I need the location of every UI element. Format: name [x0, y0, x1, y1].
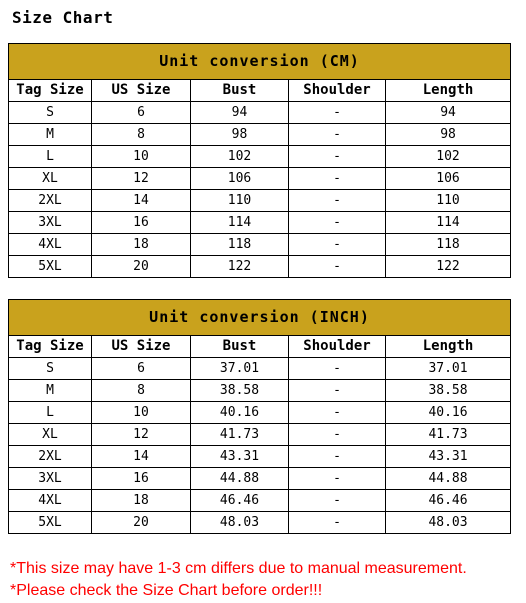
table-row — [9, 256, 511, 278]
table-cell: 43.31 — [386, 446, 511, 468]
column-header-bust: Bust — [191, 80, 289, 102]
table-cell: 3XL — [9, 212, 92, 234]
table-cell: - — [289, 168, 386, 190]
table-cell: 14 — [92, 446, 191, 468]
table-cell: 102 — [191, 146, 289, 168]
table-cell: 106 — [191, 168, 289, 190]
table-row — [9, 358, 511, 380]
table-cell: 40.16 — [191, 402, 289, 424]
table-cell: 102 — [386, 146, 511, 168]
table-cell: 10 — [92, 402, 191, 424]
table-cell: XL — [9, 424, 92, 446]
column-header-bust: Bust — [191, 336, 289, 358]
table-cell: 114 — [191, 212, 289, 234]
table-cell: 16 — [92, 212, 191, 234]
table-cell: - — [289, 146, 386, 168]
table-cell: 41.73 — [386, 424, 511, 446]
table-row — [9, 102, 511, 124]
table-cell: 37.01 — [386, 358, 511, 380]
size-table-cm — [8, 43, 511, 278]
column-header-shoulder: Shoulder — [289, 80, 386, 102]
table-cell: 6 — [92, 358, 191, 380]
table-cell: 2XL — [9, 190, 92, 212]
table-cell: 4XL — [9, 234, 92, 256]
table-cell: 98 — [191, 124, 289, 146]
table-cell: 106 — [386, 168, 511, 190]
table-cell: 44.88 — [191, 468, 289, 490]
table-row — [9, 146, 511, 168]
table-cell: 94 — [386, 102, 511, 124]
table-cell: M — [9, 380, 92, 402]
table-cell: 6 — [92, 102, 191, 124]
table-row — [9, 234, 511, 256]
table-cell: - — [289, 402, 386, 424]
table-cell: - — [289, 512, 386, 534]
table-cell: - — [289, 256, 386, 278]
table-cell: 122 — [191, 256, 289, 278]
table-cell: - — [289, 380, 386, 402]
table-cell: 5XL — [9, 512, 92, 534]
table-cell: - — [289, 190, 386, 212]
table-row — [9, 402, 511, 424]
table-cell: 14 — [92, 190, 191, 212]
table-cell: 4XL — [9, 490, 92, 512]
table-cell: - — [289, 124, 386, 146]
table-cell: - — [289, 358, 386, 380]
table-body — [9, 358, 511, 534]
table-cell: 122 — [386, 256, 511, 278]
table-cell: - — [289, 490, 386, 512]
table-cell: - — [289, 212, 386, 234]
table-cell: - — [289, 468, 386, 490]
table-cell: - — [289, 102, 386, 124]
table-cell: 20 — [92, 512, 191, 534]
notes — [10, 558, 467, 602]
table-cell: XL — [9, 168, 92, 190]
column-header-us-size: US Size — [92, 80, 191, 102]
table-cell: 37.01 — [191, 358, 289, 380]
table-row — [9, 490, 511, 512]
table-cell: 41.73 — [191, 424, 289, 446]
table-cell: 110 — [191, 190, 289, 212]
table-cell: 16 — [92, 468, 191, 490]
column-header-tag-size: Tag Size — [9, 336, 92, 358]
table-cell: 8 — [92, 380, 191, 402]
table-body — [9, 102, 511, 278]
table-cell: 8 — [92, 124, 191, 146]
table-cell: S — [9, 358, 92, 380]
table-cell: 98 — [386, 124, 511, 146]
table-row — [9, 512, 511, 534]
size-table-inch — [8, 299, 511, 534]
note-check-chart: *Please check the Size Chart before order!!! — [10, 582, 323, 599]
table-row — [9, 380, 511, 402]
table-caption: Unit conversion (INCH) — [9, 300, 511, 336]
table-cell: 2XL — [9, 446, 92, 468]
table-cell: 44.88 — [386, 468, 511, 490]
table-cell: 118 — [386, 234, 511, 256]
table-cell: L — [9, 146, 92, 168]
column-header-length: Length — [386, 80, 511, 102]
table-cell: 5XL — [9, 256, 92, 278]
table-cell: 46.46 — [386, 490, 511, 512]
table-row — [9, 446, 511, 468]
table-row — [9, 468, 511, 490]
table-cell: 94 — [191, 102, 289, 124]
page-title: Size Chart — [12, 8, 114, 27]
table-row — [9, 124, 511, 146]
table-cell: 12 — [92, 168, 191, 190]
table-cell: - — [289, 234, 386, 256]
table-cell: 48.03 — [386, 512, 511, 534]
table-row — [9, 168, 511, 190]
table-cell: 38.58 — [386, 380, 511, 402]
table-cell: 12 — [92, 424, 191, 446]
table-caption: Unit conversion (CM) — [9, 44, 511, 80]
table-cell: 114 — [386, 212, 511, 234]
table-cell: 48.03 — [191, 512, 289, 534]
table-cell: 38.58 — [191, 380, 289, 402]
table-row — [9, 190, 511, 212]
table-row — [9, 424, 511, 446]
column-header-shoulder: Shoulder — [289, 336, 386, 358]
table-cell: L — [9, 402, 92, 424]
table-cell: 46.46 — [191, 490, 289, 512]
table-cell: 118 — [191, 234, 289, 256]
table-row — [9, 212, 511, 234]
table-cell: 20 — [92, 256, 191, 278]
column-header-tag-size: Tag Size — [9, 80, 92, 102]
table-cell: - — [289, 446, 386, 468]
column-header-length: Length — [386, 336, 511, 358]
column-header-us-size: US Size — [92, 336, 191, 358]
table-cell: - — [289, 424, 386, 446]
table-cell: 3XL — [9, 468, 92, 490]
table-cell: 40.16 — [386, 402, 511, 424]
table-cell: 110 — [386, 190, 511, 212]
table-cell: 43.31 — [191, 446, 289, 468]
table-cell: 18 — [92, 234, 191, 256]
table-cell: 18 — [92, 490, 191, 512]
note-measurement: *This size may have 1-3 cm differs due to manual measurement. — [10, 560, 467, 577]
table-cell: S — [9, 102, 92, 124]
table-cell: 10 — [92, 146, 191, 168]
table-cell: M — [9, 124, 92, 146]
